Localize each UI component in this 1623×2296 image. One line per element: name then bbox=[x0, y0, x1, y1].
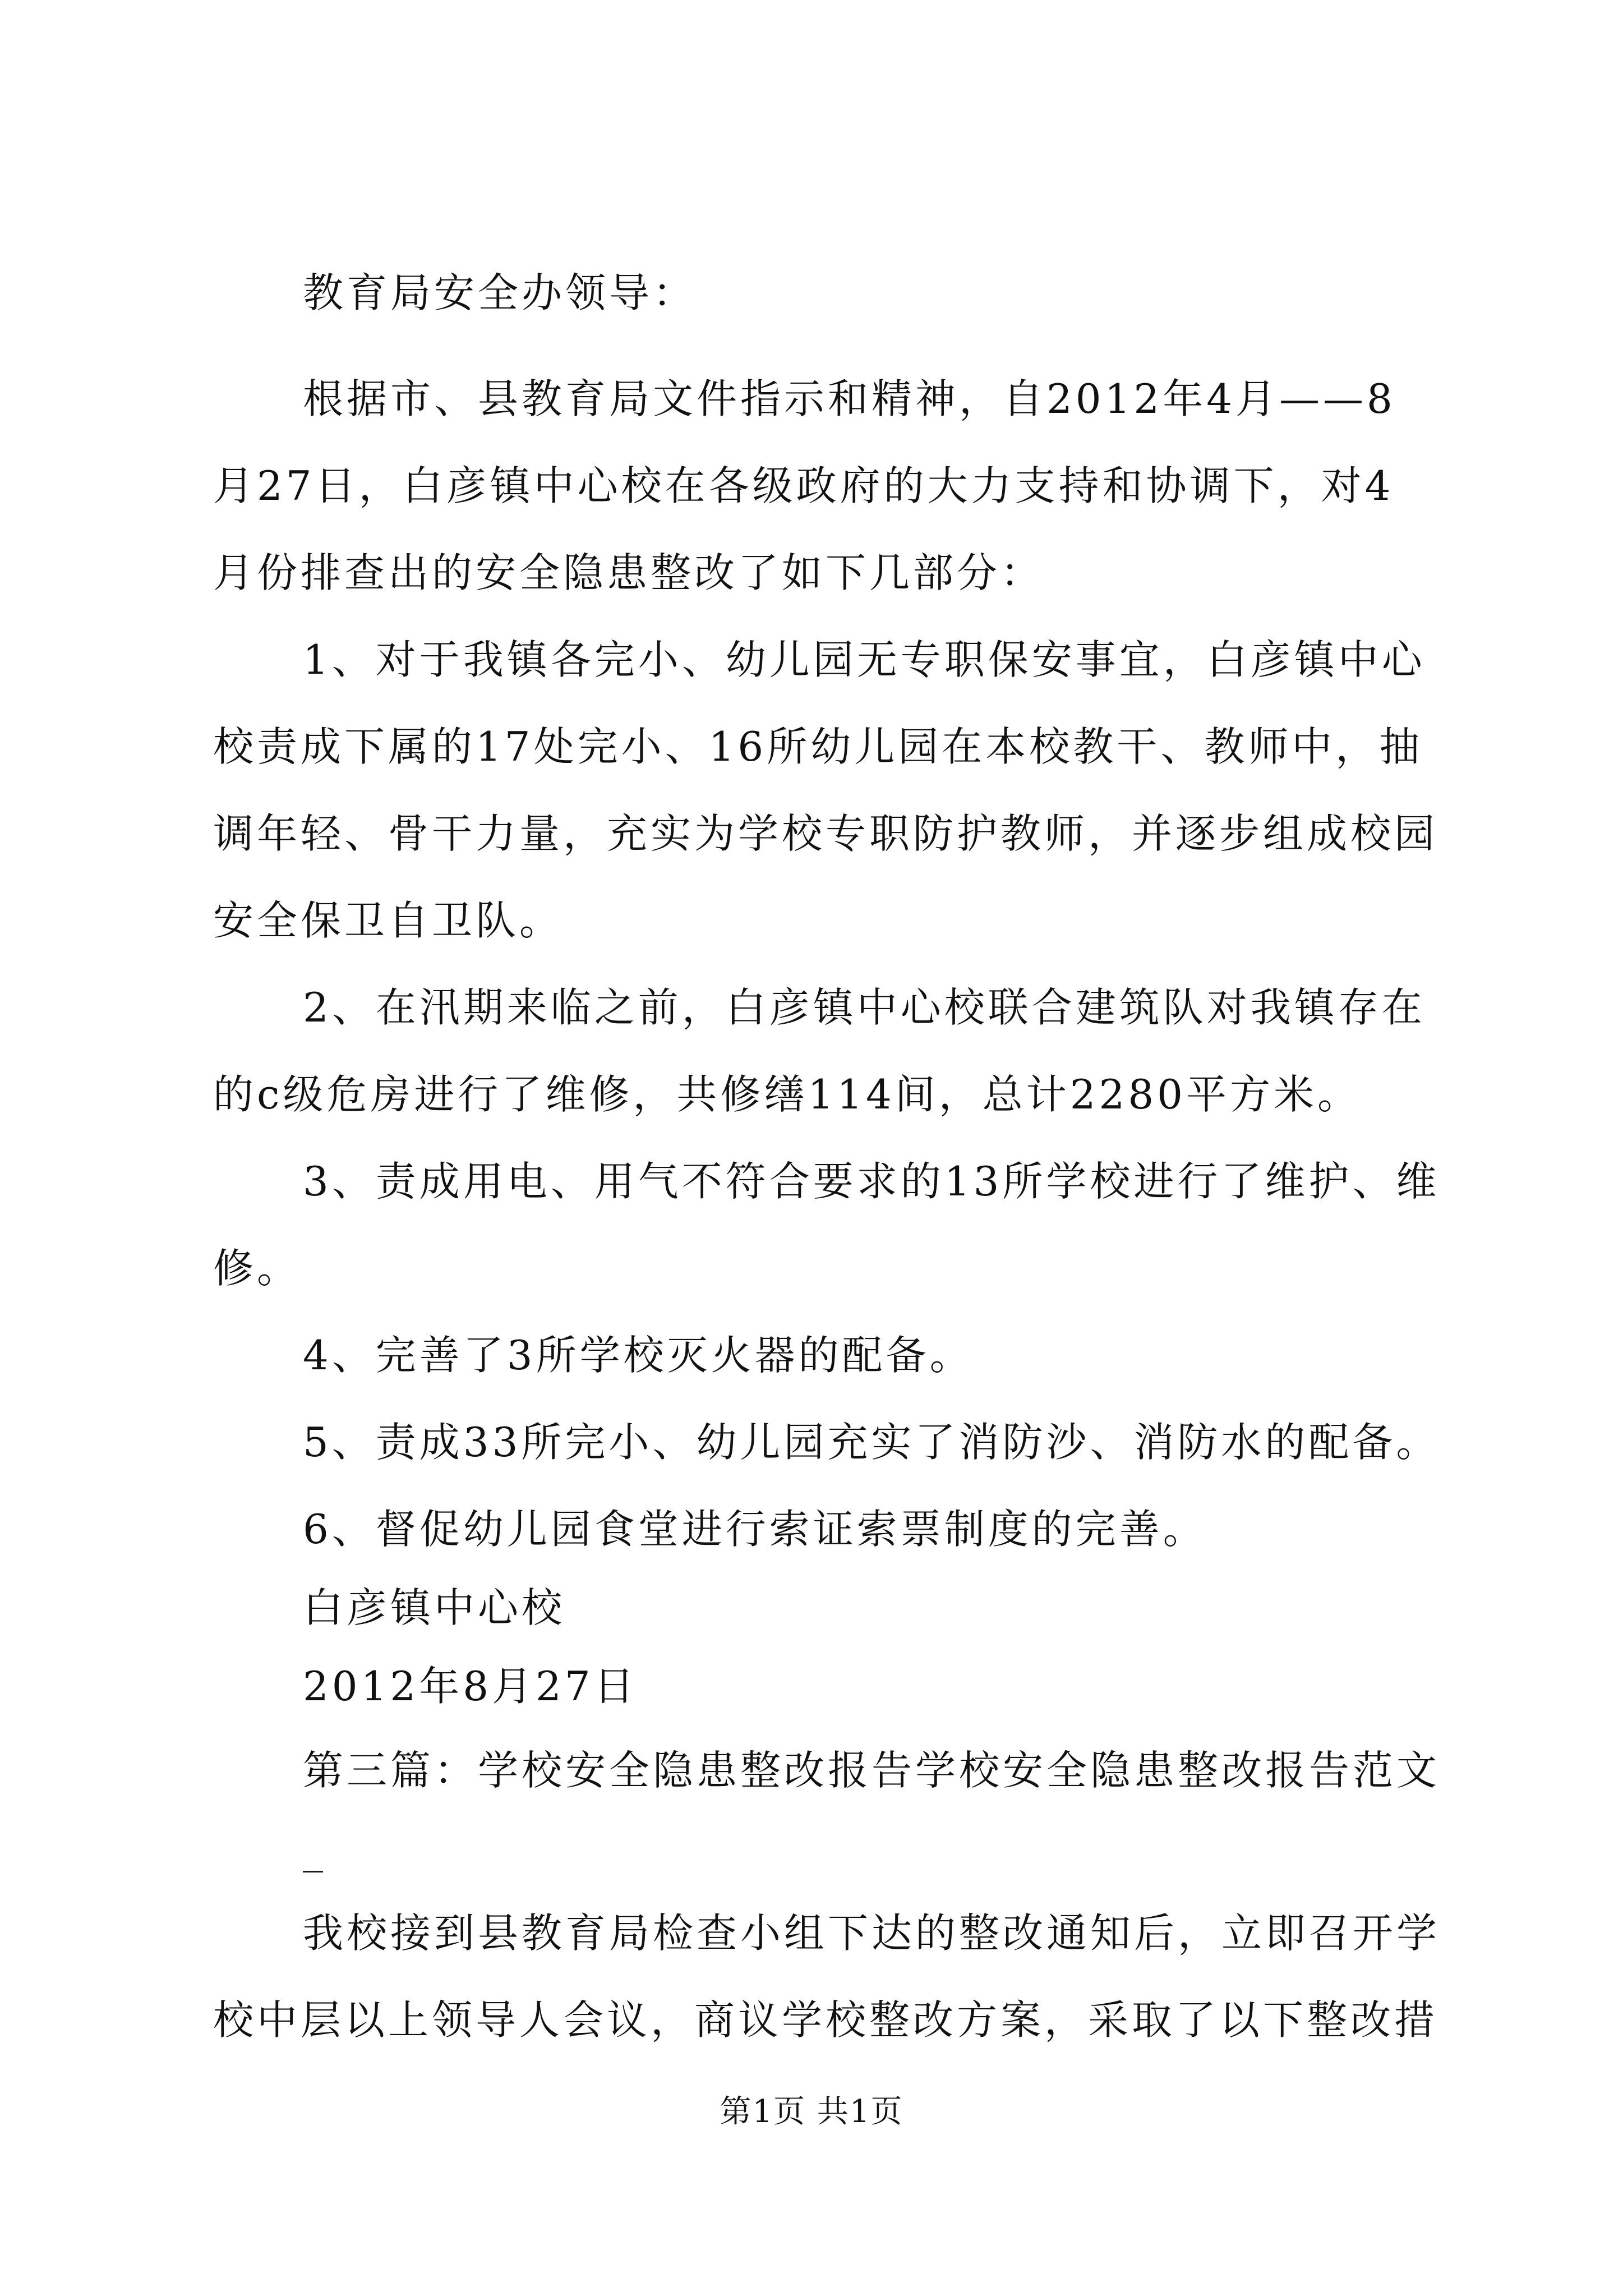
item-1-line-3: 调年轻、骨干力量，充实为学校专职防护教师，并逐步组成校园 bbox=[213, 810, 1438, 857]
item-1-line-1: 1、对于我镇各完小、幼儿园无专职保安事宜，白彦镇中心 bbox=[303, 636, 1426, 683]
section-title-line-2: _ bbox=[303, 1825, 326, 1872]
item-2-line-2: 的c级危房进行了维修，共修缮114间，总计2280平方米。 bbox=[213, 1071, 1361, 1118]
signature: 白彦镇中心校 bbox=[303, 1584, 566, 1631]
item-1-line-2: 校责成下属的17处完小、16所幼儿园在本校教干、教师中，抽 bbox=[213, 723, 1423, 770]
section-body-line-2: 校中层以上领导人会议，商议学校整改方案，采取了以下整改措 bbox=[213, 1996, 1438, 2044]
page-footer: 第1页 共1页 bbox=[720, 2093, 903, 2130]
intro-line-2: 月27日，白彦镇中心校在各级政府的大力支持和协调下，对4 bbox=[213, 462, 1394, 509]
item-1-line-4: 安全保卫自卫队。 bbox=[213, 897, 564, 944]
item-3-line-1: 3、责成用电、用气不符合要求的13所学校进行了维护、维 bbox=[303, 1158, 1440, 1205]
item-3-line-2: 修。 bbox=[213, 1245, 301, 1292]
salutation: 教育局安全办领导： bbox=[303, 269, 697, 316]
item-4: 4、完善了3所学校灭火器的配备。 bbox=[303, 1332, 974, 1379]
intro-line-1: 根据市、县教育局文件指示和精神，自2012年4月——8 bbox=[303, 375, 1396, 422]
section-body-line-1: 我校接到县教育局检查小组下达的整改通知后，立即召开学 bbox=[303, 1910, 1441, 1957]
item-2-line-1: 2、在汛期来临之前，白彦镇中心校联合建筑队对我镇存在 bbox=[303, 984, 1426, 1031]
section-title-line-1: 第三篇：学校安全隐患整改报告学校安全隐患整改报告范文 bbox=[303, 1747, 1441, 1794]
date: 2012年8月27日 bbox=[303, 1663, 638, 1710]
intro-line-3: 月份排查出的安全隐患整改了如下几部分： bbox=[213, 549, 1045, 596]
item-6: 6、督促幼儿园食堂进行索证索票制度的完善。 bbox=[303, 1506, 1207, 1553]
item-5: 5、责成33所完小、幼儿园充实了消防沙、消防水的配备。 bbox=[303, 1419, 1440, 1466]
